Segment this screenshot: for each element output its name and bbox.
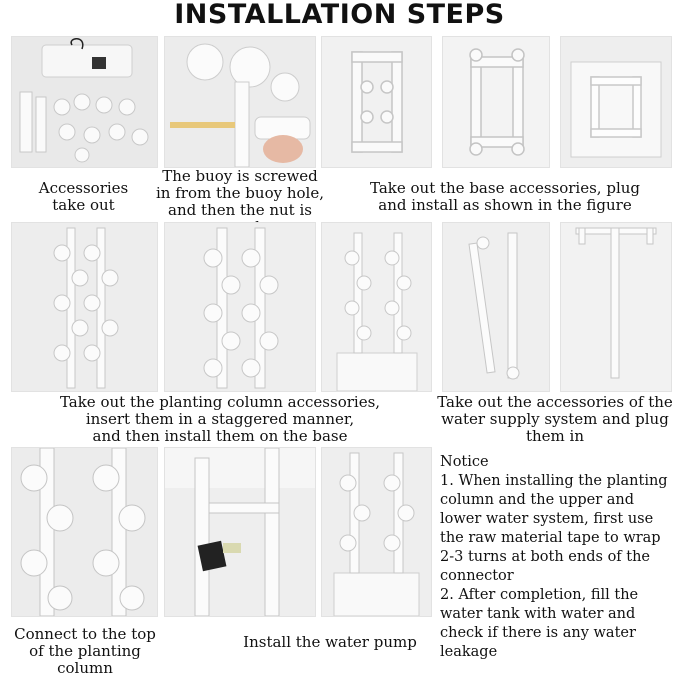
base-photo-1 (321, 36, 432, 168)
connect-top-photo (11, 447, 158, 617)
caption-base: Take out the base accessories, plug and install as shown in the figure (369, 179, 640, 214)
water-supply-photo-2 (560, 222, 672, 392)
notice-item-2: 2. After completion, fill the water tank with water and check if there is any water leakage (440, 587, 639, 660)
base-photo-3 (560, 36, 672, 168)
buoy-photo (164, 36, 316, 168)
base-photo-2 (442, 36, 550, 168)
caption-pump: Install the water pump (243, 633, 417, 651)
water-supply-photo-1 (442, 222, 550, 392)
caption-accessories: Accessories take out (38, 179, 129, 214)
planting-photo-2 (164, 222, 316, 392)
planting-photo-3 (321, 222, 432, 392)
planting-photo-1 (11, 222, 158, 392)
caption-buoy: The buoy is screwed in from the buoy hole, and then the nut is (156, 167, 324, 219)
caption-connect-top: Connect to the top of the planting column (14, 625, 156, 677)
caption-planting: Take out the planting column accessories, insert them in a staggered manner, and then install them on the base (59, 393, 381, 445)
notice-heading: Notice (440, 454, 489, 470)
notice-block (440, 453, 676, 662)
final-assembly-photo (321, 447, 432, 617)
page-title: INSTALLATION STEPS (174, 0, 505, 30)
caption-water-supply: Take out the accessories of the water supply system and plug them in (437, 393, 673, 445)
pump-photo (164, 447, 316, 617)
notice-item-1: 1. When installing the planting column and the upper and lower water system, first use the raw material tape to wrap 2-3 turns at both ends of the connector (440, 473, 668, 584)
accessories-photo (11, 36, 158, 168)
